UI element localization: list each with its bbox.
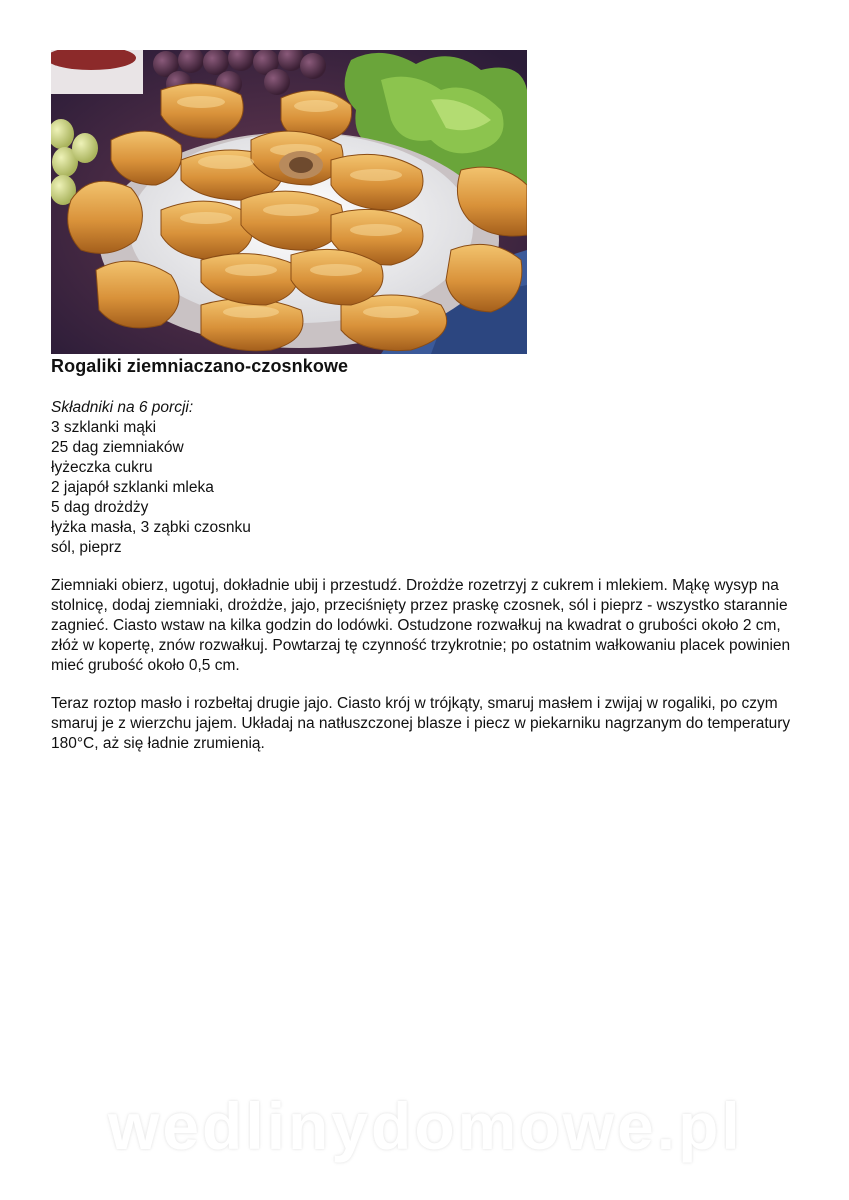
recipe-title: Rogaliki ziemniaczano-czosnkowe	[51, 356, 349, 376]
recipe-photo	[51, 50, 527, 354]
ingredient-item: sól, pieprz	[51, 539, 122, 556]
croissants-image	[51, 50, 527, 354]
ingredient-item: 2 jajapół szklanki mleka	[51, 479, 214, 496]
instructions-paragraph-1: Ziemniaki obierz, ugotuj, dokładnie ubij i przestudź. Drożdże rozetrzyj z cukrem i mlekiem. Mąkę wysyp na stolnicę, dodaj ziemniaki, drożdże, jajo, przeciśnięty przez praskę czosnek, sól i pieprz - wszystko starannie zagnieć. Ciasto wstaw na kilka godzin do lodówki. Ostudzone rozwałkuj na kwadrat o grubości około 2 cm, złóż w kopertę, znów rozwałkuj. Powtarzaj tę czynność trzykrotnie; po ostatnim wałkowaniu placek powinien mieć grubość około 0,5 cm.	[51, 577, 791, 674]
ingredient-item: 5 dag drożdży	[51, 499, 149, 516]
ingredients-label: Składniki na 6 porcji:	[51, 399, 194, 416]
ingredients-section	[51, 398, 251, 558]
ingredient-item: łyżeczka cukru	[51, 459, 153, 476]
instructions-paragraph-2: Teraz roztop masło i rozbełtaj drugie jajo. Ciasto krój w trójkąty, smaruj masłem i zwijaj w rogaliki, po czym smaruj je z wierzchu jajem. Układaj na natłuszczonej blasze i piecz w piekarniku nagrzanym do temperatury 180°C, aż się ładnie zrumienią.	[51, 695, 791, 752]
site-watermark: wedlinydomowe.pl	[108, 1089, 743, 1163]
ingredient-item: łyżka masła, 3 ząbki czosnku	[51, 519, 251, 536]
ingredient-item: 3 szklanki mąki	[51, 419, 157, 436]
ingredient-item: 25 dag ziemniaków	[51, 439, 184, 456]
